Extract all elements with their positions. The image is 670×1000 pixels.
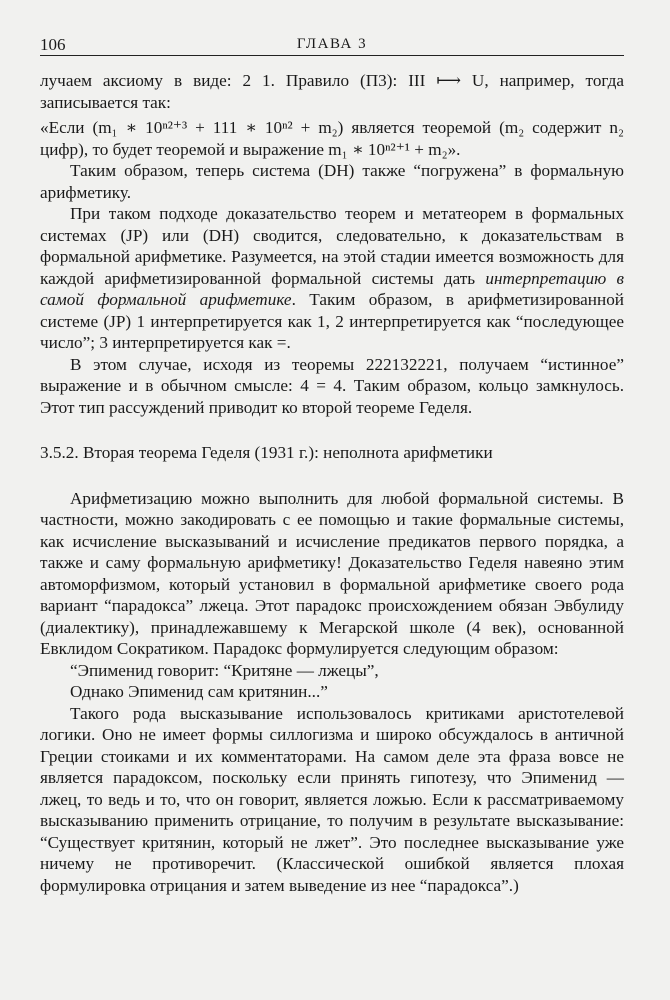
page-header [40,33,624,56]
page-number: 106 [40,35,66,54]
paragraph-interpretation [40,203,624,354]
paragraph-arithmetization: Арифметизацию можно выполнить для любой формальной системы. В частности, можно закодировать с ее помощью и такие формальные системы, как исчисление высказываний и исчисление предикатов первого порядка, а также и саму формальную арифметику! Доказательство Геделя навеяно этим автоморфизмом, который установил в формальной арифметике своего рода вариант “парадокса” лжеца. Этот парадокс происхождением обязан Эвбулиду (диалектику), принадлежавшему к Мегарской школе (4 век), основанной Евклидом Сократиком. Парадокс формулируется следующим образом: [40,488,624,658]
paragraph-ring-closed: В этом случае, исходя из теоремы 222132221, получаем “истинное” выражение и в обычном смысле: 4 = 4. Таким образом, кольцо замкнулось. Этот тип рассуждений приводит ко второй теореме Геделя. [40,354,624,417]
quote-line-2: Однако Эпименид сам критянин...” [70,682,328,701]
running-title: ГЛАВА 3 [296,36,368,52]
interpretation-emphasis: интерпретацию в самой формальной арифметике [40,268,624,309]
interpretation-text-a: При таком подходе доказательство теорем и метатеорем в формальных системах (JP) или (DH) сводится, следовательно, к доказательствам в формальной арифметике. Разумеется, на этой стадии имеется возможность для каждой арифметизированной формальной системы дать [40,204,624,288]
section-heading: 3.5.2. Вторая теорема Геделя (1931 г.): неполнота арифметики [40,443,493,462]
paragraph-axiom: лучаем аксиому в виде: 2 1. Правило (П3): III ⟼ U, например, тогда записывается так: [40,71,624,112]
quote-line-1: “Эпименид говорит: “Критяне — лжецы”, [70,660,379,680]
paragraph-liar-analysis: Такого рода высказывание использовалось критиками аристотелевой логики. Оно не имеет формы силлогизма и широко обсуждалось в античной Греции стоиками и их комментаторами. На самом деле эта фраза вовсе не является парадоксом, поскольку если принять гипотезу, что Эпименид — лжец, то ведь и то, что он говорит, является ложью. Если к рассматриваемому высказыванию применить отрицание, то получим в результате высказывание: “Существует критянин, который не лжет”. Это последнее высказывание уже ничему не противоречит. (Классической ошибкой является плохая формулировка отрицания и затем выведение из нее “парадокса”.) [40,703,624,895]
interpretation-text-b: . Таким образом, в арифметизированной системе (JP) 1 интерпретируется как 1, 2 интерпретируется как “последующее число”; 3 интерпретируется как =. [40,290,624,352]
paragraph-dh-embedding: Таким образом, теперь система (DH) также “погружена” в формальную арифметику. [40,161,624,202]
page-body [40,70,624,896]
paragraph-formula: «Если (m₁ ∗ 10ⁿ²⁺³ + 111 ∗ 10ⁿ² + m₂) является теоремой (m₂ содержит n₂ цифр), то будет теоремой и выражение m₁ ∗ 10ⁿ²⁺¹ + m₂». [40,118,624,159]
